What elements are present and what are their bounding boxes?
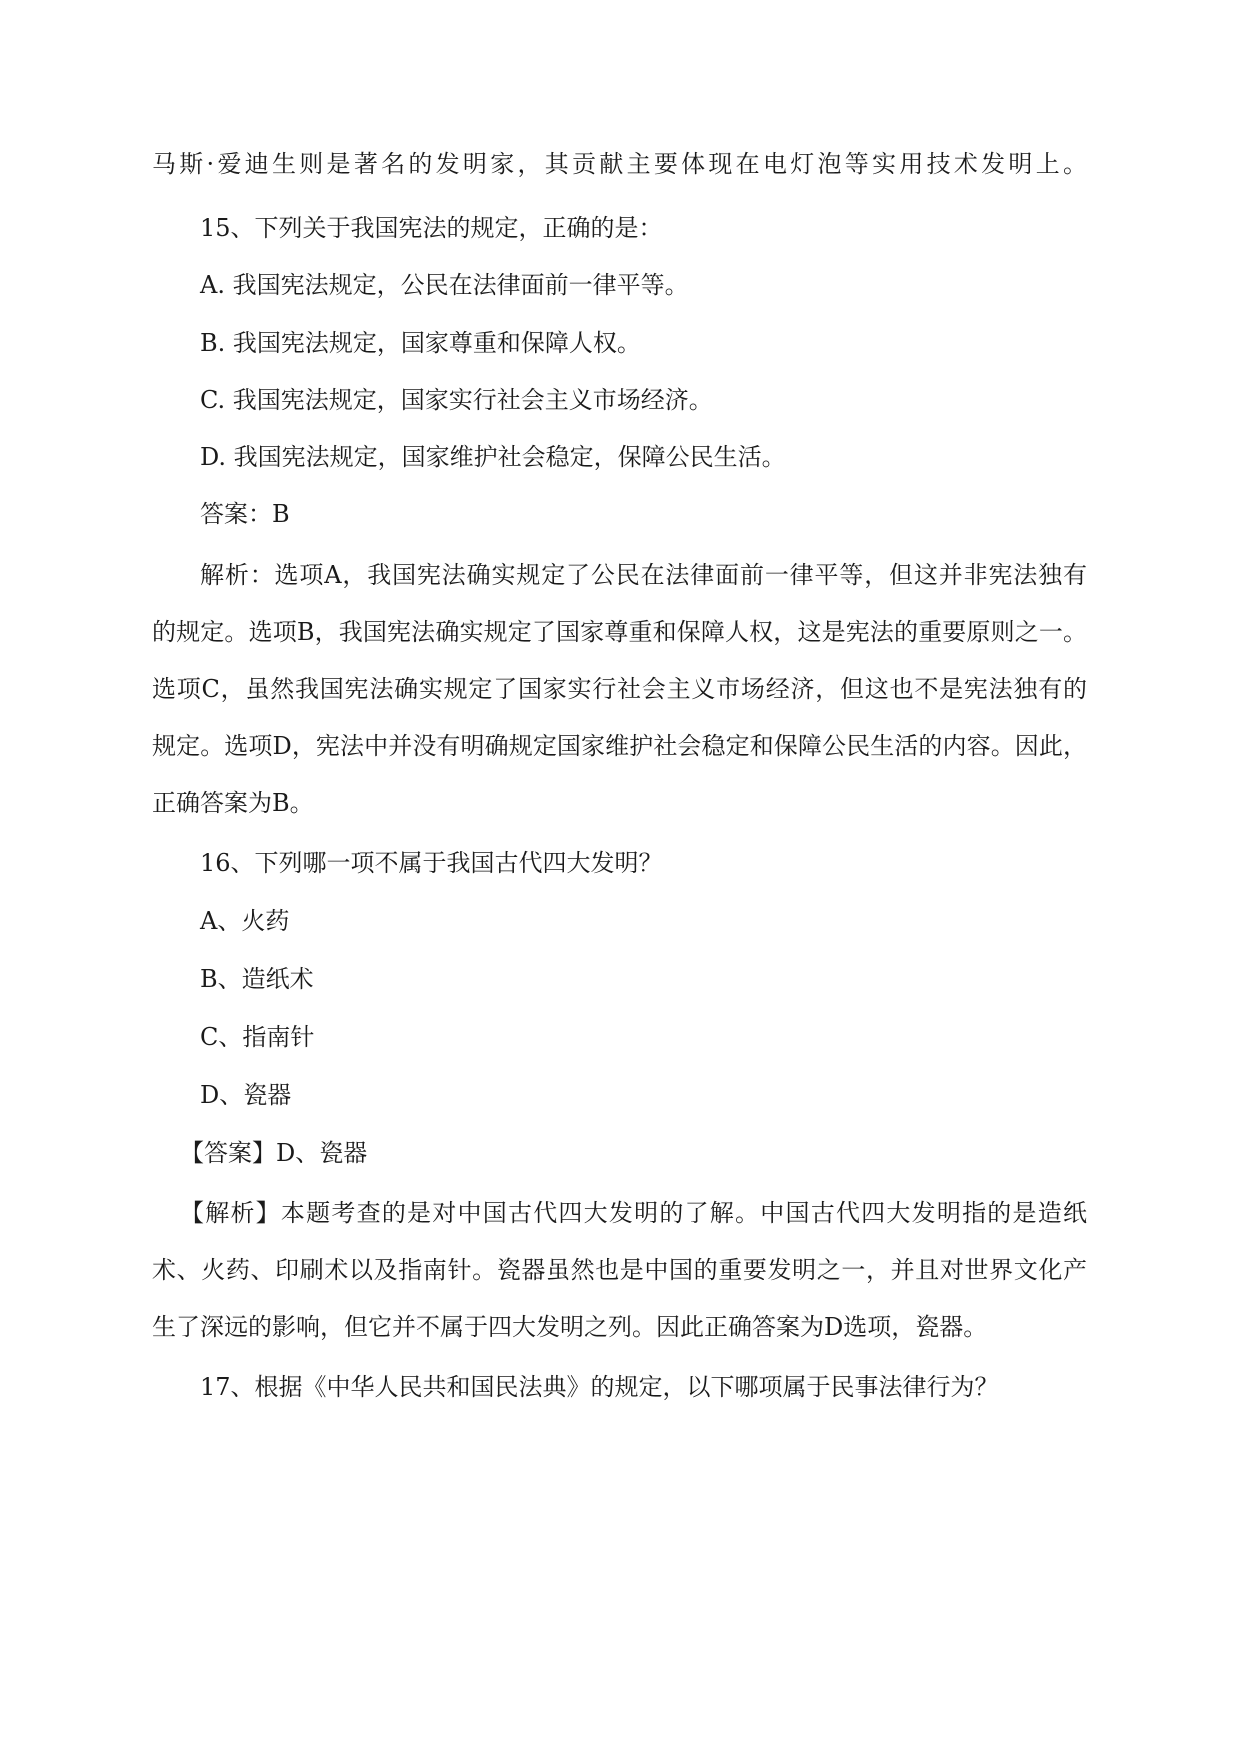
question-15-option-c: C. 我国宪法规定，国家实行社会主义市场经济。 xyxy=(200,386,713,414)
question-15-option-b: B. 我国宪法规定，国家尊重和保障人权。 xyxy=(200,329,641,357)
question-16-analysis-line: 生了深远的影响，但它并不属于四大发明之列。因此正确答案为D选项，瓷器。 xyxy=(152,1313,988,1341)
question-15-analysis-line: 正确答案为B。 xyxy=(152,789,314,817)
question-16-answer: 【答案】D、瓷器 xyxy=(180,1139,368,1167)
question-15-answer: 答案：B xyxy=(200,500,290,528)
question-16-option-b: B、造纸术 xyxy=(200,965,314,993)
question-16-option-c: C、指南针 xyxy=(200,1023,315,1051)
question-16-option-d: D、瓷器 xyxy=(200,1081,292,1109)
question-15-analysis-line: 选项C，虽然我国宪法确实规定了国家实行社会主义市场经济，但这也不是宪法独有的 xyxy=(152,675,1087,703)
paragraph-line-continuation: 马斯·爱迪生则是著名的发明家，其贡献主要体现在电灯泡等实用技术发明上。 xyxy=(152,150,1087,178)
question-15-option-d: D. 我国宪法规定，国家维护社会稳定，保障公民生活。 xyxy=(200,443,786,471)
question-17-title: 17、根据《中华人民共和国民法典》的规定，以下哪项属于民事法律行为？ xyxy=(200,1373,999,1401)
question-16-title: 16、下列哪一项不属于我国古代四大发明？ xyxy=(200,849,663,877)
question-16-analysis-line: 【解析】本题考查的是对中国古代四大发明的了解。中国古代四大发明指的是造纸 xyxy=(180,1199,1087,1227)
question-15-analysis-line: 规定。选项D，宪法中并没有明确规定国家维护社会稳定和保障公民生活的内容。因此， xyxy=(152,732,1087,760)
question-15-option-a: A. 我国宪法规定，公民在法律面前一律平等。 xyxy=(200,271,689,299)
question-15-analysis-line: 解析：选项A，我国宪法确实规定了公民在法律面前一律平等，但这并非宪法独有 xyxy=(200,561,1087,589)
question-16-option-a: A、火药 xyxy=(200,907,290,935)
question-16-analysis-line: 术、火药、印刷术以及指南针。瓷器虽然也是中国的重要发明之一，并且对世界文化产 xyxy=(152,1256,1087,1284)
question-15-analysis-line: 的规定。选项B，我国宪法确实规定了国家尊重和保障人权，这是宪法的重要原则之一。 xyxy=(152,618,1087,646)
question-15-title: 15、下列关于我国宪法的规定，正确的是： xyxy=(200,214,663,242)
